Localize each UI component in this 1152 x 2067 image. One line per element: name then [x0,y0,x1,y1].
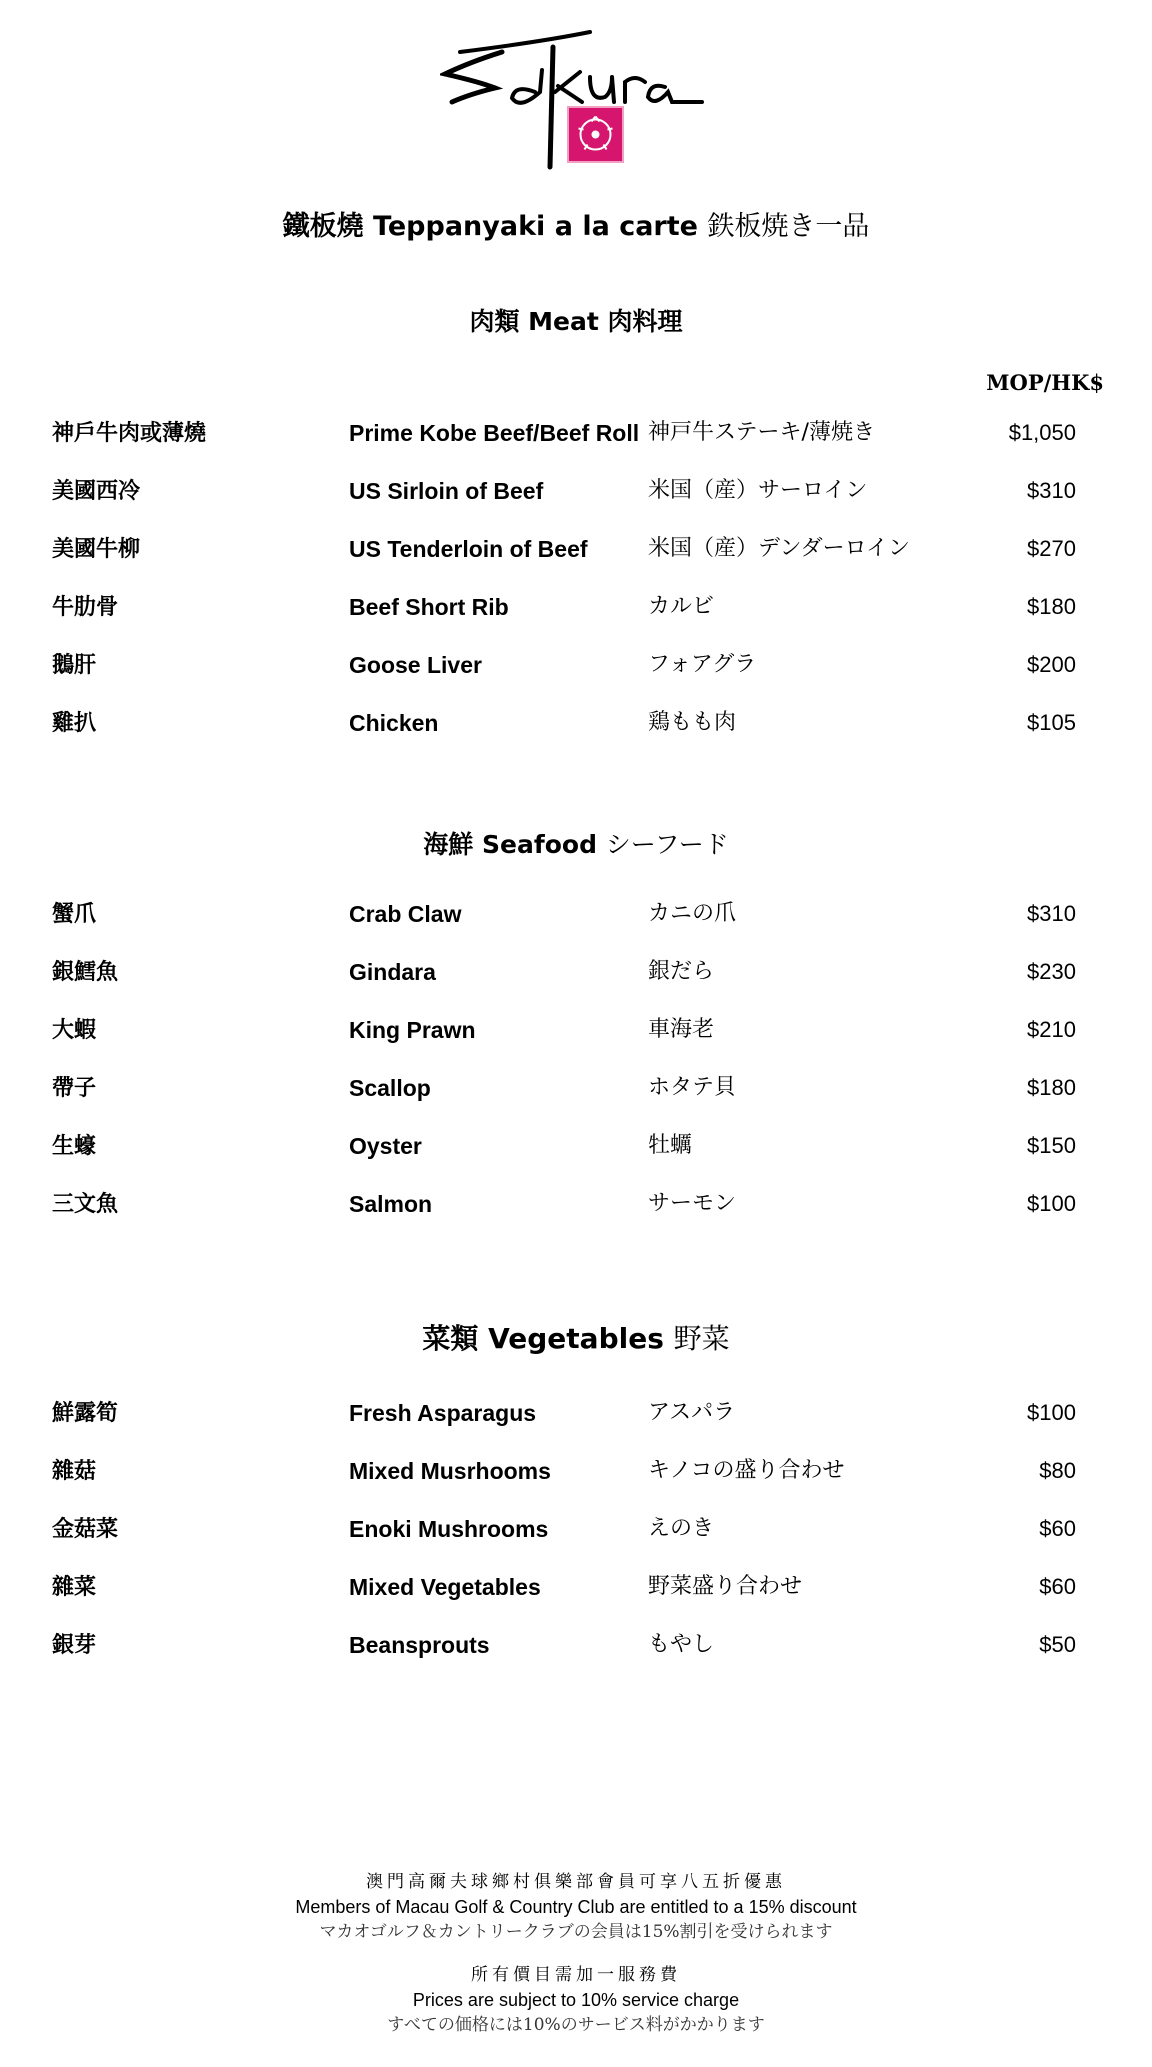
item-name-en: Crab Claw [349,901,462,927]
item-name-jp: もやし [648,1632,715,1657]
item-name-zh: 帶子 [52,1075,97,1101]
menu-item-row [0,1131,1152,1189]
item-name-zh: 鮮露筍 [52,1400,119,1426]
item-name-jp: ホタテ貝 [648,1075,737,1100]
item-name-jp: フォアグラ [648,652,757,677]
item-name-zh: 雜菇 [52,1458,97,1484]
item-name-zh: 雞扒 [52,710,97,736]
item-name-zh: 生蠔 [52,1133,97,1159]
item-name-en: Beansprouts [349,1632,490,1658]
menu-item-row [0,592,1152,650]
item-name-jp: 米国（産）デンダーロイン [648,536,911,561]
item-price: $60 [1039,1574,1076,1599]
service-zh: 所有價目需加一服務費 [471,1965,681,1985]
heading-zh: 菜類 [422,1322,479,1355]
menu-item-row [0,1514,1152,1572]
item-name-en: Enoki Mushrooms [349,1516,549,1542]
item-name-en: Chicken [349,710,439,736]
item-name-zh: 美國牛柳 [52,536,141,562]
item-name-en: Beef Short Rib [349,594,509,620]
discount-en: Members of Macau Golf & Country Club are entitled to a 15% discount [295,1897,857,1917]
menu-item-row [0,1015,1152,1073]
menu-item-row [0,476,1152,534]
item-name-zh: 銀芽 [52,1632,97,1658]
item-price: $210 [1027,1017,1076,1042]
item-name-jp: キノコの盛り合わせ [648,1458,845,1483]
menu-item-row [0,1398,1152,1456]
vegetables-list [0,1398,1152,1688]
seafood-list [0,899,1152,1247]
item-name-en: Oyster [349,1133,422,1159]
item-name-en: US Sirloin of Beef [349,478,544,504]
item-name-en: Mixed Musrhooms [349,1458,551,1484]
item-name-jp: えのき [648,1516,715,1541]
menu-item-row [0,534,1152,592]
heading-zh: 肉類 [469,307,520,336]
section-heading-vegetables [0,1317,1152,1357]
item-name-zh: 鵝肝 [52,652,97,678]
item-name-jp: カルビ [648,594,715,619]
item-name-zh: 牛肋骨 [52,594,119,620]
item-name-jp: アスパラ [648,1400,736,1425]
service-en: Prices are subject to 10% service charge [412,1990,740,2010]
section-heading-seafood [0,825,1152,861]
item-price: $310 [1027,901,1076,926]
item-name-zh: 美國西冷 [52,478,141,504]
item-price: $1,050 [1008,420,1076,445]
discount-zh: 澳門高爾夫球鄉村俱樂部會員可享八五折優惠 [366,1872,786,1892]
item-name-jp: 鶏もも肉 [648,710,737,735]
item-price: $60 [1039,1516,1076,1541]
item-name-zh: 銀鱈魚 [52,959,119,985]
item-name-jp: サーモン [648,1191,737,1216]
item-name-en: Mixed Vegetables [349,1574,541,1600]
item-name-zh: 金菇菜 [52,1516,119,1542]
menu-item-row [0,899,1152,957]
item-price: $80 [1039,1458,1076,1483]
item-name-zh: 雜菜 [52,1574,97,1600]
footer-notes [0,1870,1152,2038]
menu-item-row [0,1630,1152,1688]
heading-jp: シーフード [605,830,729,859]
heading-jp: 肉料理 [607,307,683,336]
menu-title [0,204,1152,243]
service-jp: すべての価格には10%のサービス料がかかります [387,2015,765,2035]
item-name-en: Fresh Asparagus [349,1400,537,1426]
menu-item-row [0,957,1152,1015]
item-price: $50 [1039,1632,1076,1657]
item-price: $105 [1027,710,1076,735]
menu-item-row [0,418,1152,476]
item-name-en: Prime Kobe Beef/Beef Roll [349,420,640,446]
item-name-jp: 銀だら [648,959,715,984]
item-name-zh: 蟹爪 [52,901,97,927]
heading-en: Vegetables [488,1322,664,1355]
currency-label: MOP/HK$ [986,370,1104,395]
section-heading-meat [0,302,1152,338]
menu-item-row [0,1073,1152,1131]
menu-item-row [0,650,1152,708]
item-name-zh: 神戶牛肉或薄燒 [52,420,207,446]
item-name-jp: 野菜盛り合わせ [648,1574,803,1599]
item-price: $180 [1027,1075,1076,1100]
item-name-en: Salmon [349,1191,433,1217]
title-jp: 鉄板焼き一品 [707,211,870,242]
item-price: $270 [1027,536,1076,561]
item-price: $150 [1027,1133,1076,1158]
title-zh: 鐵板燒 [282,211,364,242]
menu-item-row [0,1572,1152,1630]
item-name-jp: カニの爪 [648,901,737,926]
item-name-en: Gindara [349,959,436,985]
item-name-jp: 車海老 [648,1017,715,1042]
item-name-en: King Prawn [349,1017,476,1043]
item-name-en: Goose Liver [349,652,482,678]
item-price: $100 [1027,1191,1076,1216]
menu-item-row [0,1189,1152,1247]
sakura-logo [440,22,710,172]
heading-en: Meat [528,307,599,336]
item-price: $230 [1027,959,1076,984]
item-name-jp: 米国（産）サーロイン [648,478,868,503]
item-price: $310 [1027,478,1076,503]
item-name-zh: 大蝦 [52,1017,97,1043]
item-name-zh: 三文魚 [52,1191,119,1217]
heading-jp: 野菜 [673,1322,730,1355]
meat-list [0,418,1152,766]
item-price: $200 [1027,652,1076,677]
item-name-en: US Tenderloin of Beef [349,536,588,562]
item-price: $180 [1027,594,1076,619]
heading-en: Seafood [482,830,597,859]
item-name-jp: 神戸牛ステーキ/薄焼き [648,420,875,445]
menu-item-row [0,708,1152,766]
item-name-en: Scallop [349,1075,431,1101]
item-name-jp: 牡蠣 [648,1133,693,1158]
menu-item-row [0,1456,1152,1514]
discount-jp: マカオゴルフ＆カントリークラブの会員は15%割引を受けられます [319,1922,833,1942]
item-price: $100 [1027,1400,1076,1425]
heading-zh: 海鮮 [423,830,474,859]
title-en: Teppanyaki a la carte [373,211,698,242]
